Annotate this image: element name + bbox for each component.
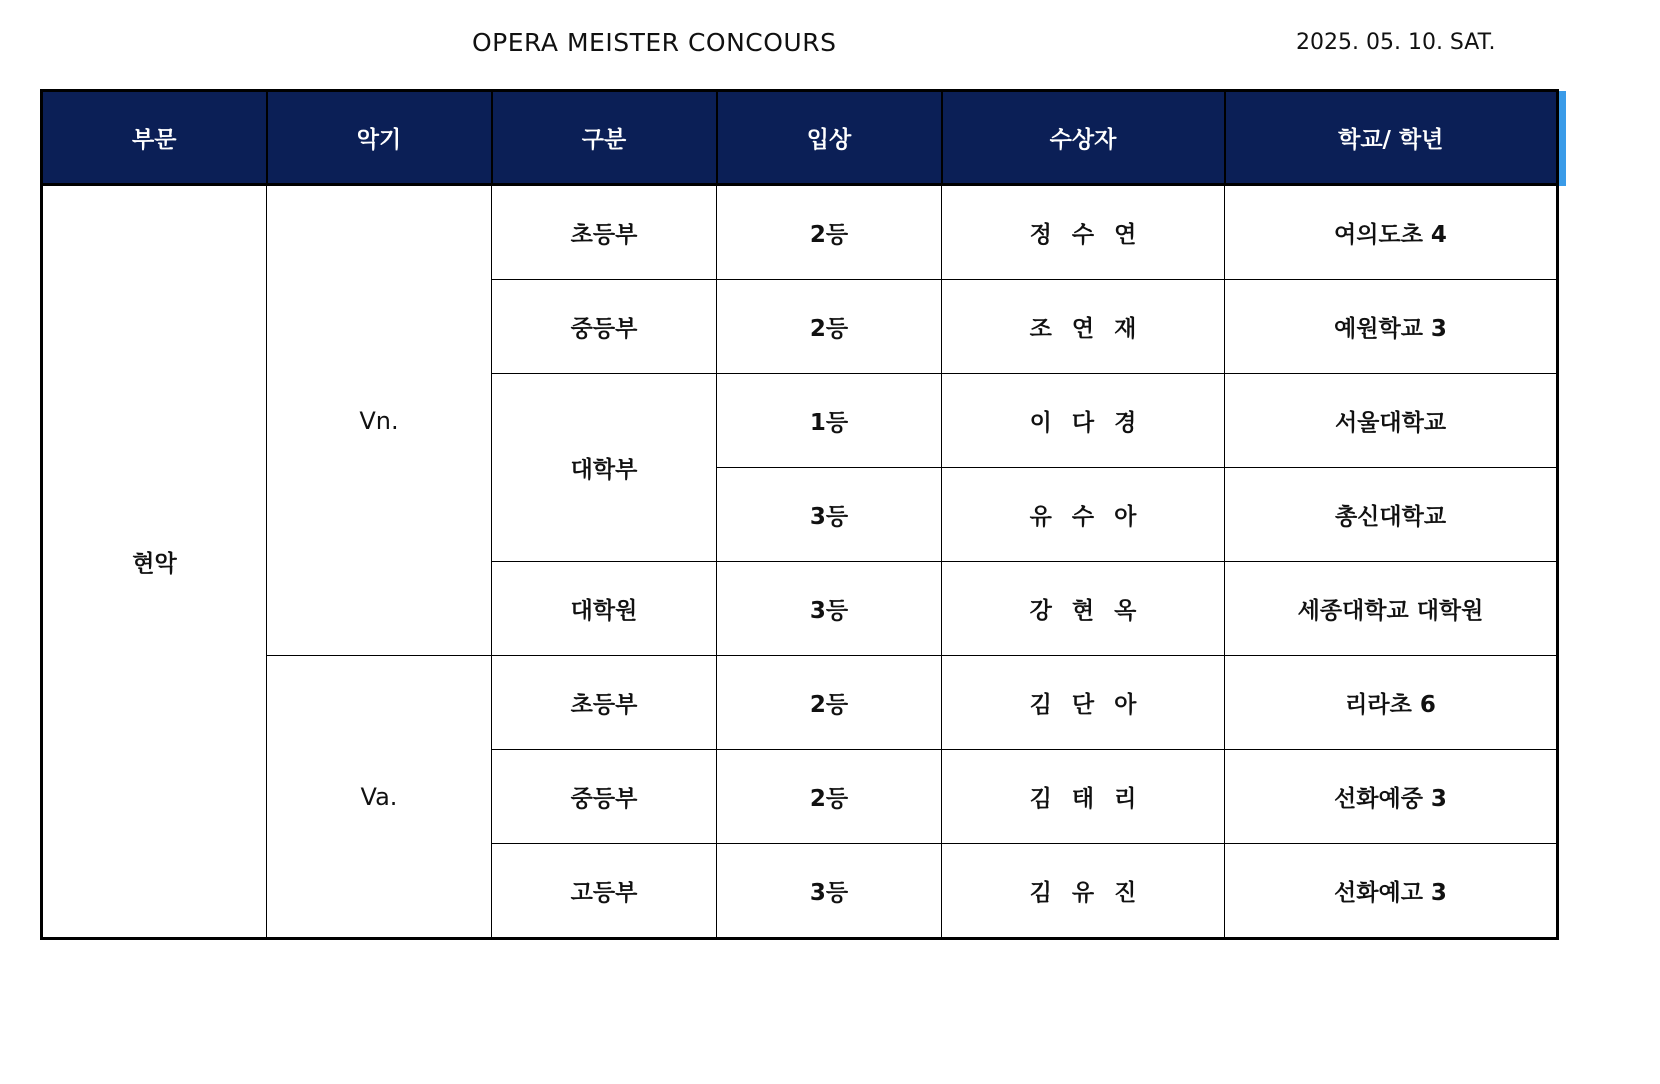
prize-cell: 3등 — [717, 562, 942, 656]
winner-cell: 정 수 연 — [942, 185, 1225, 280]
winner-cell: 김 유 진 — [942, 844, 1225, 939]
instrument-cell-violin: Vn. — [267, 185, 492, 656]
prize-cell: 2등 — [717, 750, 942, 844]
prize-cell: 3등 — [717, 844, 942, 939]
prize-cell: 2등 — [717, 185, 942, 280]
event-date: 2025. 05. 10. SAT. — [1296, 30, 1496, 55]
section-cell: 현악 — [42, 185, 267, 939]
division-cell: 초등부 — [492, 656, 717, 750]
winner-cell: 강 현 옥 — [942, 562, 1225, 656]
school-cell: 여의도초 4 — [1225, 185, 1558, 280]
column-header-section: 부문 — [42, 91, 267, 185]
school-cell: 서울대학교 — [1225, 374, 1558, 468]
division-cell: 중등부 — [492, 280, 717, 374]
table-row — [42, 656, 1558, 750]
winner-cell: 유 수 아 — [942, 468, 1225, 562]
prize-cell: 1등 — [717, 374, 942, 468]
school-cell: 세종대학교 대학원 — [1225, 562, 1558, 656]
winner-cell: 김 단 아 — [942, 656, 1225, 750]
page-title: OPERA MEISTER CONCOURS — [472, 28, 837, 57]
school-cell: 선화예고 3 — [1225, 844, 1558, 939]
column-header-winner: 수상자 — [942, 91, 1225, 185]
school-cell: 리라초 6 — [1225, 656, 1558, 750]
school-cell: 선화예중 3 — [1225, 750, 1558, 844]
division-cell: 중등부 — [492, 750, 717, 844]
prize-cell: 2등 — [717, 280, 942, 374]
table-header-row — [42, 91, 1558, 185]
instrument-cell-viola: Va. — [267, 656, 492, 939]
division-cell: 대학부 — [492, 374, 717, 562]
winner-cell: 이 다 경 — [942, 374, 1225, 468]
prize-cell: 2등 — [717, 656, 942, 750]
column-header-instrument: 악기 — [267, 91, 492, 185]
column-header-division: 구분 — [492, 91, 717, 185]
division-cell: 대학원 — [492, 562, 717, 656]
division-cell: 초등부 — [492, 185, 717, 280]
table-row — [42, 185, 1558, 280]
column-header-school-grade: 학교/ 학년 — [1225, 91, 1558, 185]
prize-cell: 3등 — [717, 468, 942, 562]
results-table — [40, 89, 1559, 940]
school-cell: 예원학교 3 — [1225, 280, 1558, 374]
division-cell: 고등부 — [492, 844, 717, 939]
column-header-prize: 입상 — [717, 91, 942, 185]
winner-cell: 김 태 리 — [942, 750, 1225, 844]
winner-cell: 조 연 재 — [942, 280, 1225, 374]
school-cell: 총신대학교 — [1225, 468, 1558, 562]
